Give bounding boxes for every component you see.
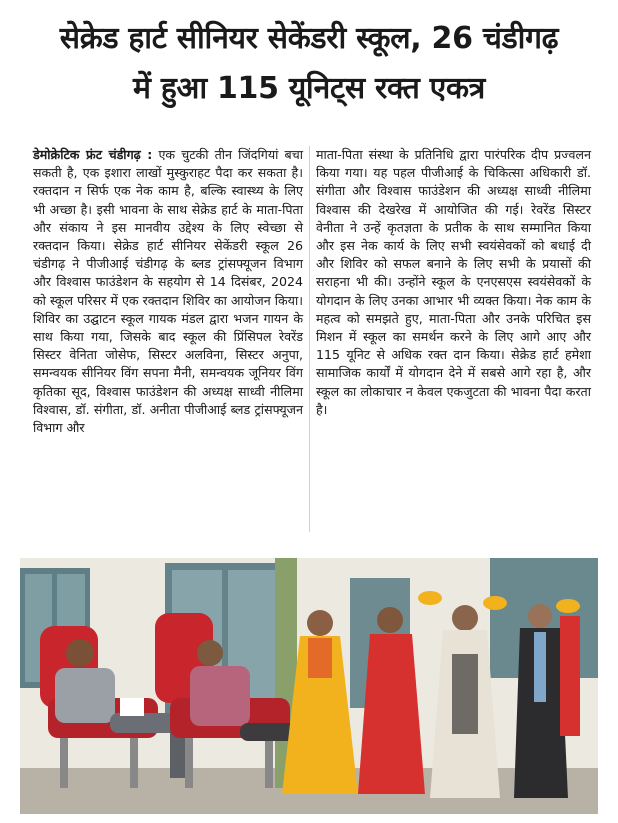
article-text-left: एक चुटकी तीन जिंदगियां बचा सकती है, एक इशारा लाखों मुस्कुराहट पैदा कर सकता है। रक्तदान न सिर्फ एक नेक काम है, बल्कि स्वास्थ्य के लिए भी अच्छा है। इसी भावना के साथ सेक्रेड हार्ट के माता-पिता और संकाय ने इस मानवीय उद्देश्य के लिए स्वेच्छा से रक्तदान किया। सेक्रेड हार्ट सीनियर सेकेंडरी स्कूल 26 चंडीगढ़ ने पीजीआई चंडीगढ़ के ब्लड ट्रांसफ्यूजन विभाग और विश्वास फाउंडेशन के सहयोग से 14 दिसंबर, 2024 को स्कूल परिसर में एक रक्तदान शिविर का आयोजन किया। शिविर का उद्घाटन स्कूल गायक मंडल द्वारा भजन गायन के साथ किया गया, जिसके बाद स्कूल की प्रिंसिपल रेवरेंड सिस्टर वेनिता जोसेफ, सिस्टर अलविना, सिस्टर अनुपा, समन्वयक सीनियर विंग सपना मैनी, समन्वयक जूनियर विंग कृतिका सूद, विश्वास फाउंडेशन की अध्यक्ष साध्वी नीलिमा विश्वास, डॉ. संगीता, डॉ. अनीता पीजीआई ब्लड ट्रांसफ्यूजन विभाग और bbox=[33, 147, 303, 436]
headline-line-1: सेक्रेड हार्ट सीनियर सेकेंडरी स्कूल, 26 चंडीगढ़ bbox=[59, 21, 559, 56]
column-divider bbox=[309, 146, 310, 532]
turban-1 bbox=[418, 591, 442, 605]
turban-2 bbox=[483, 596, 507, 610]
headline-line-2: में हुआ 115 यूनिट्स रक्त एकत्र bbox=[133, 71, 485, 106]
news-photo bbox=[20, 558, 598, 814]
article-text-right: माता-पिता संस्था के प्रतिनिधि द्वारा पारंपरिक दीप प्रज्वलन किया गया। यह पहल पीजीआई के चिकित्सा अधिकारी डॉ. संगीता और विश्वास फाउंडेशन की अध्यक्ष साध्वी नीलिमा विश्वास की देखरेख में आयोजित की गई। रेवरेंड सिस्टर वेनीता ने उन्हें कृतज्ञता के प्रतीक के साथ सम्मानित किया और इस नेक कार्य के लिए सभी स्वयंसेवकों को बधाई दी और शिविर को सफल बनाने के लिए सभी के प्रयासों की सराहना भी की। उन्होंने स्कूल के एनएसएस स्वयंसेवकों के योगदान के लिए उनका आभार भी व्यक्त किया। नेक काम के महत्व को समझते हुए, माता-पिता और उनके परिचित इस मिशन में स्कूल का समर्थन करने के लिए आगे आए और 115 यूनिट से अधिक रक्त दान किया। सेक्रेड हार्ट हमेशा सामाजिक कार्यों में योगदान देने में सबसे आगे रहा है, और स्कूल का लोकाचार न केवल एकजुटता की भावना पैदा करता है। bbox=[316, 147, 591, 417]
article-column-left bbox=[33, 146, 303, 437]
article-paragraph-left bbox=[33, 146, 303, 437]
blood-donation-camp-photo bbox=[20, 558, 598, 814]
turban-3 bbox=[556, 599, 580, 613]
article-column-right bbox=[316, 146, 591, 419]
dateline: डेमोक्रेटिक फ्रंट चंडीगढ़ : bbox=[33, 147, 153, 162]
headline bbox=[6, 14, 612, 114]
woman-black-outfit bbox=[514, 604, 568, 798]
